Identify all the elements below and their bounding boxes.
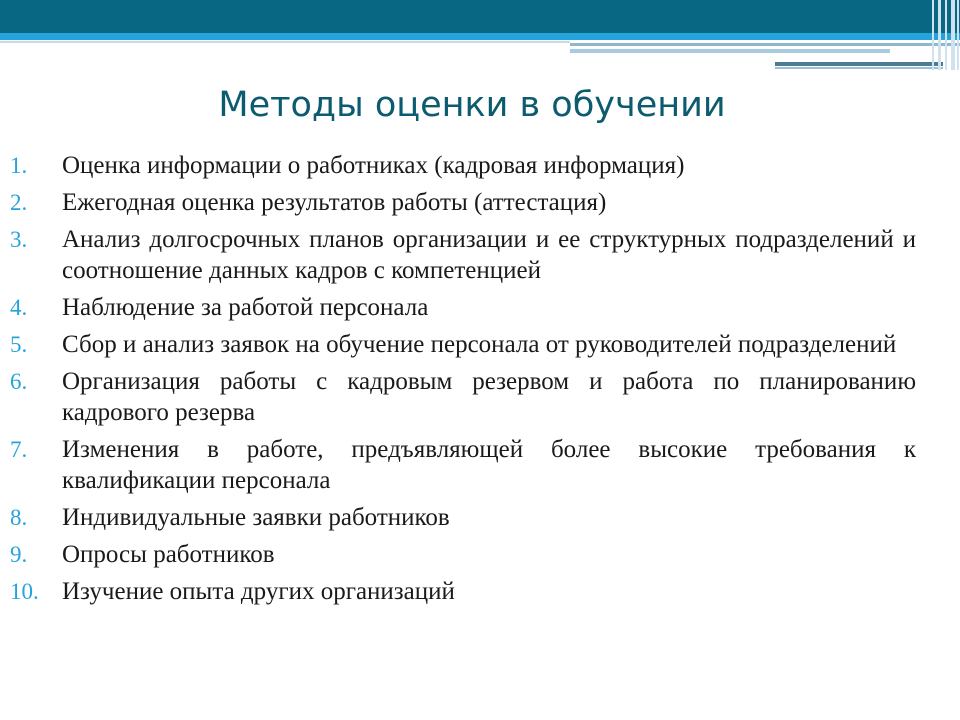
list-item-text: Анализ долгосрочных планов организации и ее структурных подразделений и соотношение данных кадров с компетенцией [62, 226, 916, 284]
list-item [0, 576, 960, 607]
header-stripe [570, 43, 960, 46]
list-item-number: 3. [10, 227, 28, 252]
list-item [0, 539, 960, 570]
header-corner-lines [928, 0, 960, 70]
list-item [0, 434, 960, 496]
list-item-number: 9. [10, 542, 28, 567]
list-item-number: 10. [10, 579, 39, 604]
list-item-number: 8. [10, 505, 28, 530]
header-stripe [775, 62, 943, 66]
list-item-text: Оценка информации о работниках (кадровая информация) [62, 152, 685, 179]
list-item-text: Изучение опыта других организаций [62, 578, 455, 605]
list-item [0, 187, 960, 218]
slide-title: Методы оценки в обучении [218, 85, 726, 125]
list-item [0, 366, 960, 428]
list-item-number: 6. [10, 369, 28, 394]
list-item-number: 2. [10, 190, 28, 215]
header-band-dark [0, 0, 960, 33]
numbered-list [0, 150, 960, 613]
list-item-text: Наблюдение за работой персонала [62, 294, 429, 321]
list-item [0, 150, 960, 181]
list-item-text: Изменения в работе, предъявляющей более высокие требования к квалификации персонала [62, 436, 916, 494]
header-band-light [0, 33, 960, 40]
list-item-text: Организация работы с кадровым резервом и работа по планированию кадрового резерва [62, 368, 916, 426]
list-item [0, 292, 960, 323]
list-item-text: Сбор и анализ заявок на обучение персонала от руководителей подразделений [62, 331, 897, 358]
list-item-number: 1. [10, 153, 28, 178]
header-stripe [570, 49, 890, 53]
list-item-number: 7. [10, 437, 28, 462]
list-item-text: Индивидуальные заявки работников [62, 504, 450, 531]
header-stripe [775, 67, 943, 69]
slide-header-decoration [0, 0, 960, 70]
list-item-number: 5. [10, 332, 28, 357]
header-stripe [0, 41, 570, 43]
list-item [0, 502, 960, 533]
list-item [0, 329, 960, 360]
list-item-number: 4. [10, 295, 28, 320]
list-item-text: Опросы работников [62, 541, 275, 568]
list-item [0, 224, 960, 286]
list-item-text: Ежегодная оценка результатов работы (аттестация) [62, 189, 607, 216]
